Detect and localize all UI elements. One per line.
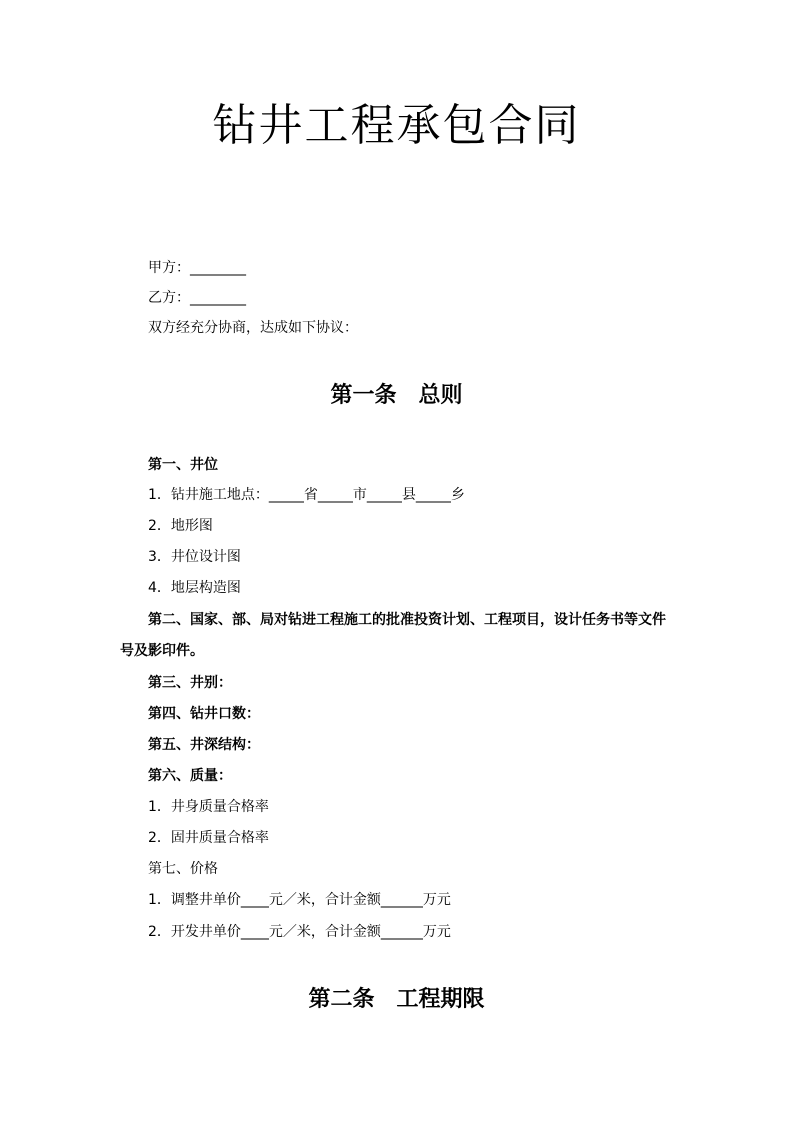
section-2-line-2: 号及影印件。: [120, 643, 204, 659]
section-5: 第五、井深结构：: [148, 737, 260, 753]
section-1-item: 3．井位设计图: [148, 549, 241, 565]
party-b-line: 乙方：________: [148, 290, 246, 306]
section-6-title: 第六、质量：: [148, 768, 232, 784]
article-2-heading: 第二条 工程期限: [308, 986, 485, 1012]
section-6-item: 1．井身质量合格率: [148, 799, 269, 815]
section-7-item: 1．调整井单价____元／米，合计金额______万元: [148, 892, 451, 908]
section-6-item: 2．固井质量合格率: [148, 830, 269, 846]
section-4: 第四、钻井口数：: [148, 706, 260, 722]
section-7-item: 2．开发井单价____元／米，合计金额______万元: [148, 924, 451, 940]
section-1-item: 1．钻井施工地点：_____省_____市_____县_____乡: [148, 487, 465, 503]
section-1-title: 第一、井位: [148, 457, 218, 473]
article-1-heading: 第一条 总则: [330, 382, 463, 408]
intro-line: 双方经充分协商，达成如下协议：: [148, 320, 358, 336]
section-1-item: 4．地层构造图: [148, 580, 241, 596]
section-1-item: 2．地形图: [148, 518, 213, 534]
section-7-title: 第七、价格: [148, 861, 218, 877]
section-3: 第三、井别：: [148, 675, 232, 691]
section-2-line-1: 第二、国家、部、局对钻进工程施工的批准投资计划、工程项目，设计任务书等文件: [148, 612, 666, 628]
party-a-line: 甲方：________: [148, 260, 246, 276]
document-title: 钻井工程承包合同: [212, 100, 581, 151]
